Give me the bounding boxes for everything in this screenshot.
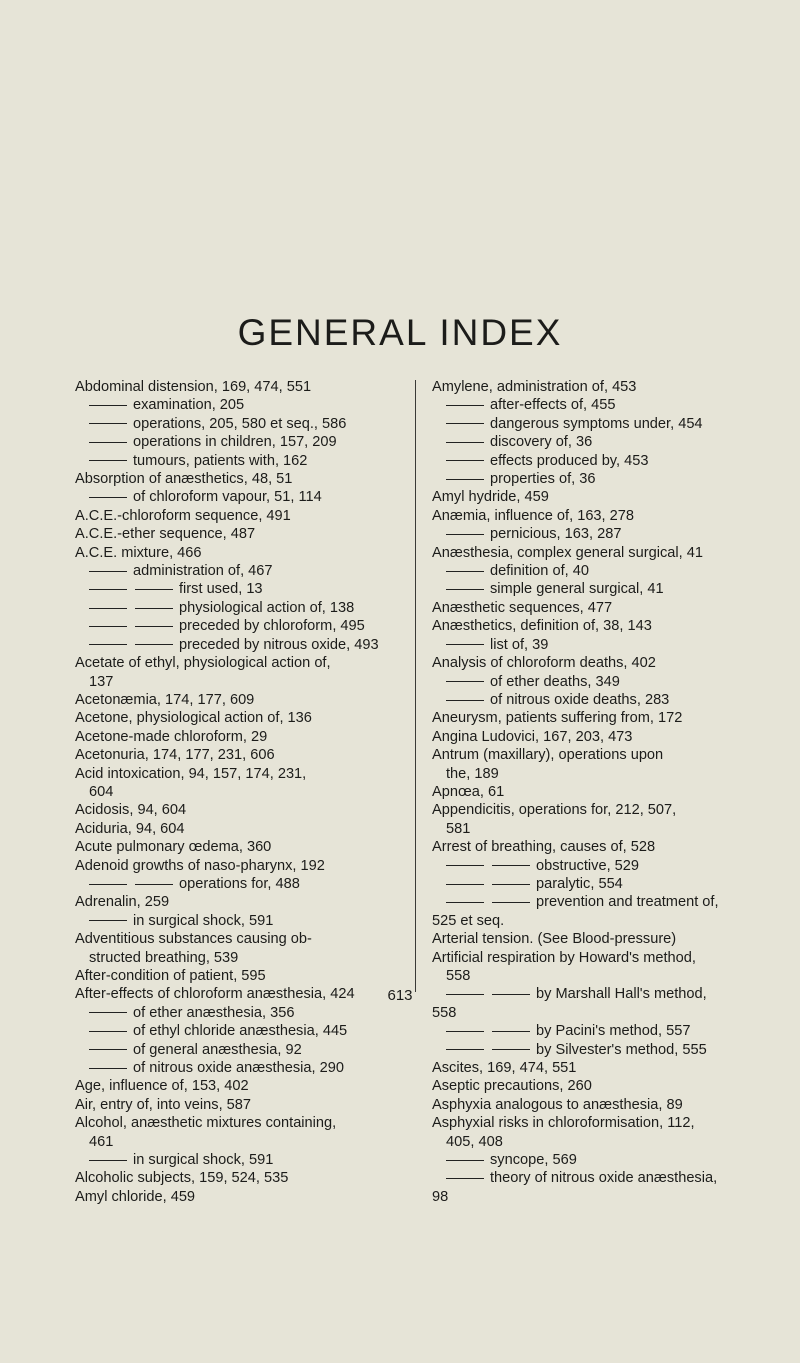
index-entry-text: the, 189 [446, 765, 499, 782]
index-entry-text: Acetonuria, 174, 177, 231, 606 [75, 747, 275, 764]
index-entry-text: Appendicitis, operations for, 212, 507, [432, 802, 677, 819]
ditto-rule [89, 1160, 127, 1161]
index-entry [432, 617, 742, 635]
index-entry-text: Acid intoxication, 94, 157, 174, 231, [75, 765, 307, 782]
index-entry [75, 783, 395, 801]
ditto-rule [446, 460, 484, 461]
index-entry [432, 654, 742, 672]
index-entry-text: of general anæsthesia, 92 [133, 1041, 302, 1058]
index-entry-text: paralytic, 554 [536, 875, 623, 892]
index-entry [75, 912, 395, 930]
index-entry [75, 1041, 395, 1059]
index-entry-text: of nitrous oxide anæsthesia, 290 [133, 1060, 344, 1077]
ditto-rule [89, 589, 127, 590]
index-entry [432, 709, 742, 727]
index-entry-text: Arterial tension. (See Blood-pressure) [432, 931, 677, 948]
index-entry [432, 673, 742, 691]
index-entry-text: Apnœa, 61 [432, 783, 505, 800]
ditto-rule [446, 1178, 484, 1179]
page-title: GENERAL INDEX [237, 312, 563, 353]
index-entry [432, 544, 742, 562]
ditto-rule [446, 479, 484, 480]
index-entry [432, 875, 742, 893]
ditto-rule [89, 423, 127, 424]
index-entry [432, 470, 742, 488]
index-entry [432, 728, 742, 746]
index-entry-text: prevention and treatment of, [536, 894, 719, 911]
index-entry [432, 820, 742, 838]
index-entry-text: 525 et seq. [432, 912, 505, 929]
index-entry [75, 1188, 395, 1206]
index-entry-text: Aseptic precautions, 260 [432, 1078, 592, 1095]
index-entry [432, 1004, 742, 1022]
ditto-rule [135, 608, 173, 609]
index-entry-text: tumours, patients with, 162 [133, 452, 308, 469]
index-entry-text: Acetate of ethyl, physiological action of, [75, 655, 331, 672]
index-entry [75, 599, 395, 617]
index-entry [432, 599, 742, 617]
ditto-rule [89, 1012, 127, 1013]
ditto-rule [446, 1160, 484, 1161]
ditto-rule [446, 681, 484, 682]
index-entry-text: obstructive, 529 [536, 857, 640, 874]
index-entry [432, 433, 742, 451]
index-entry [75, 875, 395, 893]
index-entry [75, 562, 395, 580]
index-entry [75, 709, 395, 727]
index-entry-text: Absorption of anæsthetics, 48, 51 [75, 471, 293, 488]
index-entry-text: Alcohol, anæsthetic mixtures containing, [75, 1115, 337, 1132]
index-entry [75, 378, 395, 396]
index-entry [75, 893, 395, 911]
ditto-rule [89, 1031, 127, 1032]
index-entry-text: After-effects of chloroform anæsthesia, 424 [75, 986, 355, 1003]
index-entry [432, 1059, 742, 1077]
ditto-rule [89, 460, 127, 461]
index-entry [75, 1077, 395, 1095]
index-entry-text: of nitrous oxide deaths, 283 [490, 691, 670, 708]
index-entry-text: definition of, 40 [490, 563, 589, 580]
index-entry [432, 636, 742, 654]
index-entry-text: properties of, 36 [490, 471, 596, 488]
index-entry-text: Acute pulmonary œdema, 360 [75, 839, 272, 856]
index-entry-text: preceded by nitrous oxide, 493 [179, 636, 379, 653]
index-entry [432, 1096, 742, 1114]
index-entry-text: of ether anæsthesia, 356 [133, 1004, 295, 1021]
index-entry [75, 507, 395, 525]
ditto-rule [446, 589, 484, 590]
index-entry-text: physiological action of, 138 [179, 599, 355, 616]
index-entry-text: Angina Ludovici, 167, 203, 473 [432, 728, 633, 745]
ditto-rule [446, 534, 484, 535]
index-entry [432, 488, 742, 506]
index-entry [432, 838, 742, 856]
index-entry [75, 820, 395, 838]
index-entry-text: Anæsthetic sequences, 477 [432, 599, 613, 616]
ditto-rule [446, 1031, 484, 1032]
index-entry [75, 857, 395, 875]
index-entry-text: operations, 205, 580 et seq., 586 [133, 415, 347, 432]
index-entry-text: after-effects of, 455 [490, 397, 616, 414]
ditto-rule [492, 865, 530, 866]
index-entry-text: 461 [89, 1133, 114, 1150]
index-entry-text: syncope, 569 [490, 1152, 577, 1169]
index-entry [432, 507, 742, 525]
ditto-rule [446, 442, 484, 443]
index-entry-text: first used, 13 [179, 581, 263, 598]
column-divider [415, 380, 416, 992]
index-entry [75, 470, 395, 488]
index-entry-text: Anæsthesia, complex general surgical, 41 [432, 544, 703, 561]
ditto-rule [89, 626, 127, 627]
ditto-rule [89, 644, 127, 645]
index-entry-text: dangerous symptoms under, 454 [490, 415, 703, 432]
ditto-rule [446, 1049, 484, 1050]
index-entry-text: 405, 408 [446, 1133, 503, 1150]
index-entry [432, 562, 742, 580]
index-entry-text: Asphyxia analogous to anæsthesia, 89 [432, 1096, 683, 1113]
index-entry-text: Acetone-made chloroform, 29 [75, 728, 268, 745]
index-entry-text: in surgical shock, 591 [133, 1152, 274, 1169]
index-entry [432, 949, 742, 967]
index-entry-text: 137 [89, 673, 114, 690]
ditto-rule [135, 589, 173, 590]
ditto-rule [446, 405, 484, 406]
page-number: 613 [387, 987, 413, 1004]
index-entry-text: Anæsthetics, definition of, 38, 143 [432, 618, 652, 635]
index-entry [75, 525, 395, 543]
index-entry [432, 525, 742, 543]
index-entry-text: examination, 205 [133, 397, 245, 414]
index-entry-text: Alcoholic subjects, 159, 524, 535 [75, 1170, 289, 1187]
ditto-rule [89, 1049, 127, 1050]
index-entry [75, 396, 395, 414]
index-entry-text: Adenoid growths of naso-pharynx, 192 [75, 857, 325, 874]
ditto-rule [89, 884, 127, 885]
index-entry-text: Adventitious substances causing ob- [75, 931, 312, 948]
ditto-rule [89, 920, 127, 921]
index-entry-text: Age, influence of, 153, 402 [75, 1078, 249, 1095]
ditto-rule [492, 1049, 530, 1050]
index-entry-text: 581 [446, 820, 471, 837]
index-entry [432, 857, 742, 875]
index-entry [75, 801, 395, 819]
index-entry [75, 765, 395, 783]
ditto-rule [492, 1031, 530, 1032]
index-entry [432, 893, 742, 911]
index-entry [75, 691, 395, 709]
ditto-rule [89, 442, 127, 443]
index-entry-text: list of, 39 [490, 636, 549, 653]
index-entry [75, 728, 395, 746]
index-entry-text: 558 [432, 1004, 457, 1021]
index-entry [75, 488, 395, 506]
index-entry [75, 746, 395, 764]
index-entry-text: Aciduria, 94, 604 [75, 820, 185, 837]
index-entry-text: Amyl hydride, 459 [432, 489, 549, 506]
index-entry-text: simple general surgical, 41 [490, 581, 664, 598]
index-column-left [75, 378, 395, 1206]
index-entry [75, 1022, 395, 1040]
index-entry-text: A.C.E. mixture, 466 [75, 544, 202, 561]
index-entry-text: discovery of, 36 [490, 434, 593, 451]
index-entry [75, 838, 395, 856]
index-entry-text: of ethyl chloride anæsthesia, 445 [133, 1023, 348, 1040]
index-entry [75, 617, 395, 635]
ditto-rule [446, 423, 484, 424]
index-entry-text: structed breathing, 539 [89, 949, 239, 966]
index-entry [75, 1114, 395, 1132]
index-entry [75, 636, 395, 654]
index-entry-text: Analysis of chloroform deaths, 402 [432, 655, 656, 672]
index-entry [75, 1151, 395, 1169]
index-entry-text: operations for, 488 [179, 875, 300, 892]
ditto-rule [492, 902, 530, 903]
ditto-rule [446, 865, 484, 866]
index-entry-text: Antrum (maxillary), operations upon [432, 747, 664, 764]
index-entry [75, 654, 395, 672]
index-entry-text: Adrenalin, 259 [75, 894, 170, 911]
index-column-right [432, 378, 742, 1206]
index-entry [75, 1133, 395, 1151]
ditto-rule [135, 644, 173, 645]
index-entry-text: After-condition of patient, 595 [75, 968, 266, 984]
index-entry-text: pernicious, 163, 287 [490, 526, 622, 543]
index-entry [432, 1022, 742, 1040]
index-entry-text: 604 [89, 783, 114, 800]
index-entry-text: operations in children, 157, 209 [133, 434, 337, 451]
index-entry [432, 1077, 742, 1095]
index-entry [75, 930, 395, 948]
index-entry [432, 930, 742, 948]
index-entry [75, 580, 395, 598]
index-entry [75, 544, 395, 562]
index-entry-text: Amylene, administration of, 453 [432, 379, 637, 395]
ditto-rule [492, 884, 530, 885]
ditto-rule [446, 644, 484, 645]
index-entry-text: preceded by chloroform, 495 [179, 618, 365, 635]
ditto-rule [135, 884, 173, 885]
index-entry-text: Acidosis, 94, 604 [75, 802, 187, 819]
index-entry [432, 452, 742, 470]
index-entry [75, 415, 395, 433]
index-entry-text: by Silvester's method, 555 [536, 1041, 707, 1058]
index-entry-text: 98 [432, 1188, 449, 1205]
index-entry [432, 967, 742, 985]
index-entry [432, 801, 742, 819]
index-entry-text: of ether deaths, 349 [490, 673, 620, 690]
index-entry [432, 415, 742, 433]
ditto-rule [446, 571, 484, 572]
index-entry-text: Aneurysm, patients suffering from, 172 [432, 710, 683, 727]
index-entry-text: theory of nitrous oxide anæsthesia, [490, 1170, 718, 1187]
index-entry-text: Asphyxial risks in chloroformisation, 112, [432, 1115, 695, 1132]
index-entry [75, 1169, 395, 1187]
index-entry [432, 580, 742, 598]
index-entry-text: A.C.E.-ether sequence, 487 [75, 526, 256, 543]
index-entry [432, 1169, 742, 1187]
index-entry [75, 1059, 395, 1077]
index-entry [75, 949, 395, 967]
index-entry [432, 1041, 742, 1059]
index-entry [75, 1004, 395, 1022]
ditto-rule [89, 405, 127, 406]
index-entry-text: 558 [446, 968, 471, 984]
index-entry-text: Ascites, 169, 474, 551 [432, 1060, 577, 1077]
index-entry-text: Artificial respiration by Howard's method, [432, 949, 696, 966]
ditto-rule [446, 700, 484, 701]
index-entry-text: Acetone, physiological action of, 136 [75, 710, 312, 727]
ditto-rule [135, 626, 173, 627]
index-entry [432, 378, 742, 396]
index-entry-text: Amyl chloride, 459 [75, 1188, 196, 1205]
index-entry-text: of chloroform vapour, 51, 114 [133, 489, 322, 506]
index-entry-text: Anæmia, influence of, 163, 278 [432, 507, 635, 524]
ditto-rule [446, 884, 484, 885]
index-entry-text: Abdominal distension, 169, 474, 551 [75, 379, 312, 395]
index-entry [432, 691, 742, 709]
index-entry [432, 1151, 742, 1169]
index-entry [432, 746, 742, 764]
index-entry-text: in surgical shock, 591 [133, 912, 274, 929]
index-entry-text: effects produced by, 453 [490, 452, 649, 469]
index-entry [432, 783, 742, 801]
ditto-rule [446, 902, 484, 903]
index-entry-text: Air, entry of, into veins, 587 [75, 1096, 252, 1113]
index-entry [432, 396, 742, 414]
index-entry [75, 433, 395, 451]
index-entry [432, 1188, 742, 1206]
index-entry [432, 1114, 742, 1132]
index-entry [75, 967, 395, 985]
index-entry [432, 912, 742, 930]
index-entry-text: administration of, 467 [133, 563, 273, 580]
index-entry-text: A.C.E.-chloroform sequence, 491 [75, 507, 291, 524]
index-entry [432, 1133, 742, 1151]
index-entry [432, 765, 742, 783]
ditto-rule [89, 608, 127, 609]
index-entry [75, 1096, 395, 1114]
index-entry-text: by Marshall Hall's method, [536, 986, 707, 1003]
index-entry [75, 452, 395, 470]
index-entry [75, 673, 395, 691]
ditto-rule [89, 571, 127, 572]
ditto-rule [89, 1068, 127, 1069]
index-entry-text: by Pacini's method, 557 [536, 1023, 691, 1040]
index-entry-text: Acetonæmia, 174, 177, 609 [75, 691, 255, 708]
index-entry-text: Arrest of breathing, causes of, 528 [432, 839, 656, 856]
ditto-rule [89, 497, 127, 498]
